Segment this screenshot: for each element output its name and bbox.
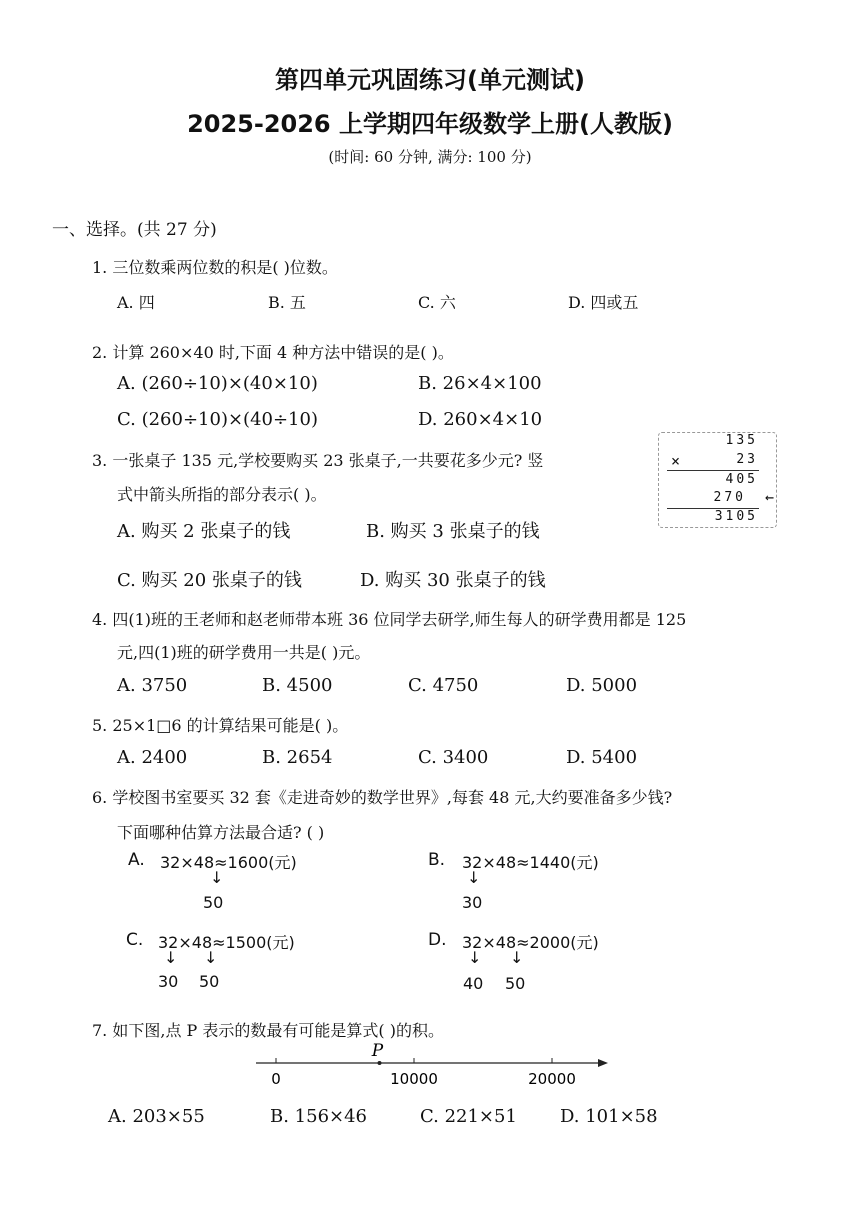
q4-option-a[interactable]: A. 3750 [117,675,188,696]
q3-option-d[interactable]: D. 购买 30 张桌子的钱 [360,570,546,591]
down-arrow-icon: ↓ [164,948,178,967]
vertical-row-1: 135 [725,433,758,448]
q1-option-b[interactable]: B. 五 [268,293,306,312]
times-sign: × [671,452,684,470]
q6-option-b-expr: 32×48≈1440(元) [462,853,599,872]
q7-option-a[interactable]: A. 203×55 [108,1106,205,1127]
q6-option-c-letter[interactable]: C. [126,930,144,950]
down-arrow-icon: ↓ [468,948,482,967]
question-5-stem: 5. 25×1□6 的计算结果可能是( )。 [92,716,349,735]
vertical-divider-1 [667,470,759,471]
section-heading: 一、选择。(共 27 分) [52,220,217,240]
q7-option-c[interactable]: C. 221×51 [420,1106,517,1127]
number-line-arrow-icon [598,1059,608,1067]
q6-option-a-expr: 32×48≈1600(元) [160,853,297,872]
point-p-label: P [371,1041,384,1061]
tick-label-0: 0 [271,1070,281,1088]
vertical-multiplication [658,432,777,528]
q2-option-d[interactable]: D. 260×4×10 [418,409,543,430]
vertical-row-5: 3105 [714,509,758,524]
q1-option-c[interactable]: C. 六 [418,293,456,312]
q6-option-d-expr: 32×48≈2000(元) [462,933,599,952]
question-7-stem: 7. 如下图,点 P 表示的数最有可能是算式( )的积。 [92,1021,444,1040]
q7-option-d[interactable]: D. 101×58 [560,1106,658,1127]
q6-option-d-estimate-2: 50 [505,974,526,993]
q6-option-d-letter[interactable]: D. [428,930,447,950]
q6-option-b-letter[interactable]: B. [428,850,446,870]
q1-option-a[interactable]: A. 四 [117,293,155,312]
q3-option-a[interactable]: A. 购买 2 张桌子的钱 [117,521,291,542]
arrow-left-icon: ← [764,488,774,506]
q6-option-d-estimate-1: 40 [463,974,484,993]
q6-option-c-expr: 32×48≈1500(元) [158,933,295,952]
q2-option-a[interactable]: A. (260÷10)×(40×10) [117,373,318,394]
down-arrow-icon: ↓ [510,948,524,967]
down-arrow-icon: ↓ [204,948,218,967]
down-arrow-icon: ↓ [210,868,224,887]
q6-option-c-estimate-1: 30 [158,972,179,991]
q6-option-b-estimate: 30 [462,893,483,912]
question-1-stem: 1. 三位数乘两位数的积是( )位数。 [92,258,338,277]
q6-option-a-letter[interactable]: A. [128,850,145,870]
q4-option-b[interactable]: B. 4500 [262,675,333,696]
q1-option-d[interactable]: D. 四或五 [568,293,639,312]
page-title: 第四单元巩固练习(单元测试) [275,66,585,94]
q6-option-a-estimate: 50 [203,893,224,912]
point-p-marker [378,1061,382,1065]
q6-option-c-estimate-2: 50 [199,972,220,991]
q5-option-b[interactable]: B. 2654 [262,747,333,768]
question-3-stem-line1: 3. 一张桌子 135 元,学校要购买 23 张桌子,一共要花多少元? 竖 [92,451,544,470]
number-line [250,1040,620,1090]
q5-option-c[interactable]: C. 3400 [418,747,489,768]
q3-option-c[interactable]: C. 购买 20 张桌子的钱 [117,570,302,591]
tick-label-10000: 10000 [390,1070,438,1088]
q4-option-c[interactable]: C. 4750 [408,675,479,696]
q5-option-a[interactable]: A. 2400 [117,747,188,768]
q5-option-d[interactable]: D. 5400 [566,747,638,768]
exam-meta: (时间: 60 分钟, 满分: 100 分) [328,148,532,166]
question-6-stem-line1: 6. 学校图书室要买 32 套《走进奇妙的数学世界》,每套 48 元,大约要准备多少钱? [92,788,673,807]
question-6-stem-line2: 下面哪种估算方法最合适? ( ) [117,823,325,842]
vertical-row-2: 23 [736,452,758,467]
question-4-stem-line2: 元,四(1)班的研学费用一共是( )元。 [117,643,371,662]
q7-option-b[interactable]: B. 156×46 [270,1106,368,1127]
question-3-stem-line2: 式中箭头所指的部分表示( )。 [117,485,327,504]
vertical-row-3: 405 [725,472,758,487]
q4-option-d[interactable]: D. 5000 [566,675,638,696]
q3-option-b[interactable]: B. 购买 3 张桌子的钱 [366,521,540,542]
q2-option-b[interactable]: B. 26×4×100 [418,373,542,394]
question-4-stem-line1: 4. 四(1)班的王老师和赵老师带本班 36 位同学去研学,师生每人的研学费用都是 125 [92,610,687,629]
page-subtitle: 2025-2026 上学期四年级数学上册(人教版) [187,110,673,138]
question-2-stem: 2. 计算 260×40 时,下面 4 种方法中错误的是( )。 [92,343,454,362]
down-arrow-icon: ↓ [467,868,481,887]
tick-label-20000: 20000 [528,1070,576,1088]
q2-option-c[interactable]: C. (260÷10)×(40÷10) [117,409,318,430]
vertical-row-4: 270 [713,490,746,505]
